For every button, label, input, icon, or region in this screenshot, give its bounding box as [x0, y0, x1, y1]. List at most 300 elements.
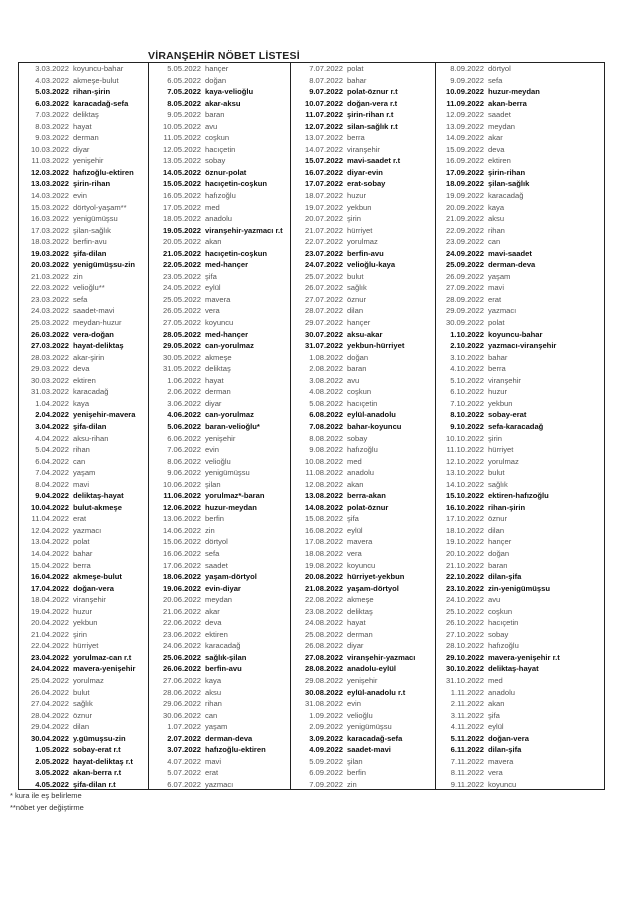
duty-pharmacies: yaşam	[488, 271, 511, 281]
duty-pharmacies: diyar-evin	[347, 167, 383, 177]
duty-row	[436, 536, 604, 548]
duty-pharmacies: yenişehir-mavera	[73, 410, 136, 420]
duty-date: 17.04.2022	[30, 583, 69, 593]
duty-pharmacies: med-hançer	[205, 329, 249, 339]
duty-row-weekend	[291, 109, 435, 121]
duty-row-weekend	[291, 259, 435, 271]
duty-pharmacies: saadet	[205, 560, 228, 570]
duty-row	[19, 560, 148, 572]
duty-pharmacies: viranşehir	[73, 595, 106, 605]
duty-date: 10.09.2022	[445, 87, 484, 97]
duty-date: 9.05.2022	[167, 110, 201, 120]
duty-pharmacies: yaşam	[73, 468, 96, 478]
duty-row-weekend	[291, 652, 435, 664]
duty-row	[149, 282, 290, 294]
duty-pharmacies: mavera-yenişehir r.t	[488, 652, 560, 662]
duty-pharmacies: viranşehir-yazmacı r.t	[205, 225, 283, 235]
duty-row-weekend	[149, 340, 290, 352]
duty-row	[149, 317, 290, 329]
duty-row	[149, 190, 290, 202]
duty-row	[149, 294, 290, 306]
duty-date: 30.09.2022	[445, 318, 484, 328]
duty-pharmacies: hacıçetin	[205, 144, 236, 154]
duty-pharmacies: yekbun	[347, 202, 372, 212]
duty-pharmacies: hürriyet	[73, 641, 99, 651]
duty-date: 25.03.2022	[30, 318, 69, 328]
duty-pharmacies: akan	[347, 479, 364, 489]
duty-date: 27.09.2022	[445, 283, 484, 293]
duty-pharmacies: huzur-meydan	[205, 502, 257, 512]
duty-date: 24.03.2022	[30, 306, 69, 316]
duty-pharmacies: karacadağ	[488, 191, 524, 201]
duty-row	[149, 433, 290, 445]
duty-pharmacies: eylül	[347, 525, 363, 535]
duty-row	[291, 225, 435, 237]
duty-date: 21.10.2022	[445, 560, 484, 570]
duty-date: 24.07.2022	[304, 260, 343, 270]
duty-row-weekend	[149, 225, 290, 237]
duty-row	[436, 456, 604, 468]
duty-date: 1.08.2022	[309, 352, 343, 362]
duty-date: 22.04.2022	[30, 641, 69, 651]
duty-row	[291, 756, 435, 768]
duty-date: 15.10.2022	[445, 491, 484, 501]
duty-row	[436, 756, 604, 768]
duty-row	[19, 687, 148, 699]
duty-row	[19, 352, 148, 364]
duty-row	[149, 767, 290, 779]
duty-pharmacies: anadolu	[347, 468, 375, 478]
duty-pharmacies: sağlık-şilan	[205, 652, 247, 662]
duty-date: 20.05.2022	[162, 237, 201, 247]
duty-row	[291, 779, 435, 791]
duty-pharmacies: hafızoğlu-ektiren	[73, 167, 134, 177]
duty-pharmacies: viranşehir	[488, 375, 521, 385]
duty-pharmacies: dilan-şifa	[488, 572, 522, 582]
duty-row	[149, 271, 290, 283]
duty-date: 5.11.2022	[450, 733, 484, 743]
duty-date: 8.08.2022	[309, 433, 343, 443]
duty-date: 22.10.2022	[445, 572, 484, 582]
duty-row-weekend	[149, 502, 290, 514]
duty-row	[291, 444, 435, 456]
duty-pharmacies: can-yorulmaz	[205, 410, 254, 420]
duty-pharmacies: zin	[347, 779, 357, 789]
duty-pharmacies: huzur	[73, 606, 92, 616]
duty-date: 27.05.2022	[162, 318, 201, 328]
duty-pharmacies: yorulmaz-can r.t	[73, 652, 132, 662]
duty-row	[291, 202, 435, 214]
duty-pharmacies: sefa-karacadağ	[488, 421, 544, 431]
duty-row	[19, 548, 148, 560]
duty-date: 9.03.2022	[35, 133, 69, 143]
duty-date: 18.10.2022	[445, 525, 484, 535]
duty-pharmacies: anadolu	[488, 687, 516, 697]
duty-pharmacies: viranşehir-yazmacı	[347, 652, 416, 662]
duty-pharmacies: şilan-sağlık	[73, 225, 111, 235]
duty-date: 8.11.2022	[450, 768, 484, 778]
duty-date: 6.04.2022	[35, 456, 69, 466]
duty-date: 1.07.2022	[167, 722, 201, 732]
duty-date: 18.04.2022	[30, 595, 69, 605]
duty-date: 11.05.2022	[163, 133, 201, 143]
duty-date: 26.04.2022	[30, 687, 69, 697]
duty-pharmacies: evin	[347, 699, 361, 709]
duty-row-weekend	[149, 490, 290, 502]
duty-row	[149, 75, 290, 87]
duty-row-weekend	[436, 502, 604, 514]
duty-row-weekend	[149, 409, 290, 421]
duty-pharmacies: can	[205, 710, 218, 720]
duty-row-weekend	[436, 86, 604, 98]
duty-date: 11.06.2022	[163, 491, 201, 501]
schedule-column-3	[290, 62, 436, 790]
duty-pharmacies: ektiren-hafızoğlu	[488, 491, 549, 501]
duty-row-weekend	[291, 663, 435, 675]
duty-date: 12.07.2022	[304, 121, 343, 131]
duty-pharmacies: aksu-akar	[347, 329, 383, 339]
duty-row	[436, 375, 604, 387]
duty-date: 2.10.2022	[450, 341, 484, 351]
duty-pharmacies: evin	[73, 191, 87, 201]
duty-pharmacies: baran	[347, 364, 367, 374]
duty-date: 30.05.2022	[162, 352, 201, 362]
duty-pharmacies: karacadağ	[205, 641, 241, 651]
duty-pharmacies: vera	[205, 306, 220, 316]
duty-pharmacies: med-hançer	[205, 260, 249, 270]
duty-row	[436, 225, 604, 237]
duty-row	[19, 710, 148, 722]
duty-date: 19.04.2022	[30, 606, 69, 616]
duty-row-weekend	[19, 340, 148, 352]
duty-pharmacies: deliktaş	[73, 110, 99, 120]
duty-row	[149, 444, 290, 456]
duty-row	[149, 109, 290, 121]
duty-pharmacies: rihan	[488, 225, 505, 235]
duty-row	[291, 363, 435, 375]
duty-pharmacies: şilan-sağlık	[488, 179, 530, 189]
duty-pharmacies: koyuncu-bahar	[73, 64, 124, 73]
duty-date: 25.09.2022	[445, 260, 484, 270]
duty-pharmacies: erat-sobay	[347, 179, 386, 189]
duty-date: 7.04.2022	[35, 468, 69, 478]
duty-row	[291, 594, 435, 606]
duty-date: 23.08.2022	[304, 606, 343, 616]
duty-date: 27.04.2022	[30, 699, 69, 709]
duty-date: 7.11.2022	[450, 756, 484, 766]
duty-date: 3.07.2022	[167, 745, 201, 755]
duty-date: 8.06.2022	[167, 456, 201, 466]
duty-row	[436, 121, 604, 133]
duty-row	[19, 363, 148, 375]
duty-pharmacies: hayat-deliktaş	[73, 341, 124, 351]
duty-date: 9.06.2022	[167, 468, 201, 478]
duty-row	[436, 444, 604, 456]
duty-date: 10.07.2022	[304, 98, 343, 108]
duty-pharmacies: ektiren	[488, 156, 511, 166]
duty-row-weekend	[19, 98, 148, 110]
duty-pharmacies: yenigümüşsu-zin	[73, 260, 136, 270]
duty-date: 18.05.2022	[162, 214, 201, 224]
duty-pharmacies: akar-şirin	[73, 352, 105, 362]
duty-pharmacies: mavi	[205, 756, 222, 766]
duty-date: 17.09.2022	[445, 167, 484, 177]
duty-date: 18.09.2022	[445, 179, 484, 189]
duty-date: 1.11.2022	[450, 687, 484, 697]
duty-date: 6.03.2022	[35, 98, 69, 108]
duty-date: 20.07.2022	[304, 214, 343, 224]
duty-pharmacies: bulut	[347, 271, 364, 281]
duty-row	[291, 675, 435, 687]
duty-pharmacies: deva	[205, 618, 222, 628]
duty-date: 16.10.2022	[445, 502, 484, 512]
duty-pharmacies: evin	[205, 445, 219, 455]
duty-pharmacies: derman	[73, 133, 99, 143]
duty-date: 5.09.2022	[309, 756, 343, 766]
duty-pharmacies: deliktaş-hayat	[488, 664, 539, 674]
duty-row	[149, 398, 290, 410]
duty-pharmacies: doğan	[347, 352, 369, 362]
duty-pharmacies: hacıçetin-coşkun	[205, 179, 268, 189]
duty-pharmacies: mavi-saadet	[488, 248, 532, 258]
duty-pharmacies: evin-diyar	[205, 583, 241, 593]
duty-row	[291, 282, 435, 294]
duty-date: 31.07.2022	[304, 341, 343, 351]
duty-date: 16.09.2022	[445, 156, 484, 166]
duty-pharmacies: yorulmaz	[347, 237, 378, 247]
duty-row	[291, 386, 435, 398]
duty-pharmacies: diyar	[73, 144, 90, 154]
duty-date: 21.06.2022	[162, 606, 201, 616]
duty-date: 13.05.2022	[162, 156, 201, 166]
duty-date: 12.10.2022	[445, 456, 484, 466]
duty-date: 14.03.2022	[30, 191, 69, 201]
duty-pharmacies: deva	[488, 144, 505, 154]
duty-pharmacies: mavi-saadet r.t	[347, 156, 401, 166]
duty-date: 15.07.2022	[304, 156, 343, 166]
duty-date: 14.06.2022	[162, 525, 201, 535]
duty-pharmacies: polat	[347, 64, 364, 73]
duty-row	[436, 363, 604, 375]
duty-pharmacies: berfin-avu	[205, 664, 242, 674]
duty-row	[291, 190, 435, 202]
duty-pharmacies: kaya	[488, 202, 505, 212]
duty-date: 13.03.2022	[30, 179, 69, 189]
duty-row	[19, 433, 148, 445]
duty-date: 15.05.2022	[162, 179, 201, 189]
duty-date: 5.05.2022	[167, 64, 201, 73]
duty-pharmacies: hayat-deliktaş r.t	[73, 756, 133, 766]
duty-row	[19, 155, 148, 167]
duty-pharmacies: ektiren	[73, 375, 96, 385]
duty-row	[291, 398, 435, 410]
duty-date: 17.06.2022	[162, 560, 201, 570]
duty-date: 19.03.2022	[30, 248, 69, 258]
duty-pharmacies: karacadağ-sefa	[347, 733, 403, 743]
duty-pharmacies: rihan-şirin	[488, 502, 526, 512]
duty-date: 4.05.2022	[35, 779, 69, 789]
duty-date: 15.06.2022	[162, 537, 201, 547]
duty-row	[291, 536, 435, 548]
duty-pharmacies: polat-öznur r.t	[347, 87, 398, 97]
duty-date: 31.08.2022	[304, 699, 343, 709]
duty-row	[291, 375, 435, 387]
duty-pharmacies: yaşam-dörtyol	[347, 583, 399, 593]
duty-date: 4.04.2022	[35, 433, 69, 443]
duty-date: 27.06.2022	[162, 675, 201, 685]
duty-row	[19, 398, 148, 410]
duty-pharmacies: coşkun	[488, 606, 513, 616]
duty-row	[149, 213, 290, 225]
schedule-column-4	[435, 62, 605, 790]
duty-row	[436, 606, 604, 618]
duty-date: 17.03.2022	[30, 225, 69, 235]
duty-row-weekend	[436, 409, 604, 421]
duty-date: 17.08.2022	[304, 537, 343, 547]
duty-date: 3.03.2022	[35, 64, 69, 73]
duty-row-weekend	[19, 329, 148, 341]
duty-date: 5.06.2022	[167, 421, 201, 431]
duty-row	[291, 548, 435, 560]
duty-row-weekend	[291, 167, 435, 179]
duty-date: 27.07.2022	[304, 294, 343, 304]
duty-pharmacies: deliktaş	[347, 606, 373, 616]
duty-row	[436, 687, 604, 699]
duty-row	[149, 560, 290, 572]
duty-row-weekend	[291, 583, 435, 595]
duty-pharmacies: aksu	[488, 214, 505, 224]
duty-row	[291, 213, 435, 225]
duty-date: 13.08.2022	[304, 491, 343, 501]
duty-pharmacies: şirin	[73, 629, 87, 639]
duty-date: 18.03.2022	[30, 237, 69, 247]
duty-date: 21.04.2022	[30, 629, 69, 639]
duty-row	[19, 594, 148, 606]
duty-row	[149, 305, 290, 317]
duty-date: 5.10.2022	[450, 375, 484, 385]
duty-row	[291, 271, 435, 283]
duty-row-weekend	[436, 733, 604, 745]
duty-pharmacies: öznur	[73, 710, 92, 720]
duty-pharmacies: hacıçetin	[488, 618, 519, 628]
duty-row-weekend	[19, 756, 148, 768]
duty-pharmacies: yorulmaz	[73, 675, 104, 685]
duty-date: 17.10.2022	[445, 514, 484, 524]
duty-date: 20.06.2022	[162, 595, 201, 605]
duty-row	[149, 710, 290, 722]
duty-pharmacies: doğan	[205, 75, 227, 85]
duty-row	[149, 525, 290, 537]
duty-pharmacies: rihan	[73, 445, 90, 455]
duty-row	[149, 467, 290, 479]
duty-date: 14.09.2022	[445, 133, 484, 143]
duty-date: 22.09.2022	[445, 225, 484, 235]
duty-row-weekend	[19, 259, 148, 271]
duty-row	[436, 698, 604, 710]
duty-date: 28.07.2022	[304, 306, 343, 316]
duty-pharmacies: vera	[347, 548, 362, 558]
duty-row-weekend	[149, 329, 290, 341]
duty-row	[436, 548, 604, 560]
duty-pharmacies: zin	[73, 271, 83, 281]
duty-date: 22.03.2022	[30, 283, 69, 293]
duty-row	[291, 767, 435, 779]
duty-pharmacies: hayat	[205, 375, 224, 385]
duty-row-weekend	[149, 98, 290, 110]
duty-pharmacies: karacadağ	[73, 387, 109, 397]
duty-date: 24.04.2022	[30, 664, 69, 674]
duty-date: 6.08.2022	[309, 410, 343, 420]
duty-pharmacies: velioğlu	[205, 456, 231, 466]
duty-row-weekend	[436, 98, 604, 110]
duty-date: 19.06.2022	[162, 583, 201, 593]
duty-row-weekend	[436, 571, 604, 583]
duty-date: 6.09.2022	[309, 768, 343, 778]
duty-pharmacies: hacıçetin-coşkun	[205, 248, 268, 258]
duty-row	[19, 305, 148, 317]
duty-row	[149, 756, 290, 768]
duty-date: 12.06.2022	[162, 502, 201, 512]
duty-date: 31.05.2022	[162, 364, 201, 374]
duty-date: 16.07.2022	[304, 167, 343, 177]
duty-pharmacies: vera-doğan	[73, 329, 114, 339]
duty-date: 21.08.2022	[304, 583, 343, 593]
duty-date: 11.04.2022	[31, 514, 69, 524]
duty-row-weekend	[149, 583, 290, 595]
duty-date: 13.10.2022	[445, 468, 484, 478]
duty-pharmacies: hürriyet-yekbun	[347, 572, 405, 582]
duty-row-weekend	[436, 652, 604, 664]
duty-date: 22.08.2022	[304, 595, 343, 605]
duty-row	[436, 236, 604, 248]
duty-pharmacies: polat-öznur	[347, 502, 389, 512]
duty-date: 25.08.2022	[304, 629, 343, 639]
duty-row-weekend	[436, 490, 604, 502]
duty-date: 1.06.2022	[167, 375, 201, 385]
duty-date: 16.03.2022	[30, 214, 69, 224]
duty-row	[436, 467, 604, 479]
duty-date: 9.08.2022	[309, 445, 343, 455]
duty-row	[19, 109, 148, 121]
duty-pharmacies: doğan-vera	[488, 733, 529, 743]
duty-date: 9.07.2022	[309, 87, 343, 97]
duty-pharmacies: bulut-akmeşe	[73, 502, 122, 512]
duty-row-weekend	[19, 652, 148, 664]
duty-date: 30.08.2022	[304, 687, 343, 697]
duty-row	[149, 386, 290, 398]
duty-date: 22.05.2022	[162, 260, 201, 270]
duty-date: 7.06.2022	[167, 445, 201, 455]
duty-row	[291, 63, 435, 75]
duty-pharmacies: kaya	[73, 398, 90, 408]
duty-date: 19.07.2022	[304, 202, 343, 212]
duty-row	[19, 386, 148, 398]
duty-date: 27.08.2022	[304, 652, 343, 662]
duty-pharmacies: hürriyet	[347, 225, 373, 235]
duty-date: 2.04.2022	[35, 410, 69, 420]
duty-pharmacies: med	[347, 456, 362, 466]
duty-date: 30.07.2022	[304, 329, 343, 339]
duty-pharmacies: huzur-meydan	[488, 87, 540, 97]
duty-pharmacies: deliktaş	[205, 364, 231, 374]
duty-row	[19, 675, 148, 687]
duty-pharmacies: meydan-huzur	[73, 318, 122, 328]
duty-pharmacies: anadolu-eylül	[347, 664, 396, 674]
duty-date: 1.05.2022	[35, 745, 69, 755]
duty-pharmacies: yazmacı	[205, 779, 234, 789]
duty-row	[436, 75, 604, 87]
duty-date: 26.07.2022	[304, 283, 343, 293]
